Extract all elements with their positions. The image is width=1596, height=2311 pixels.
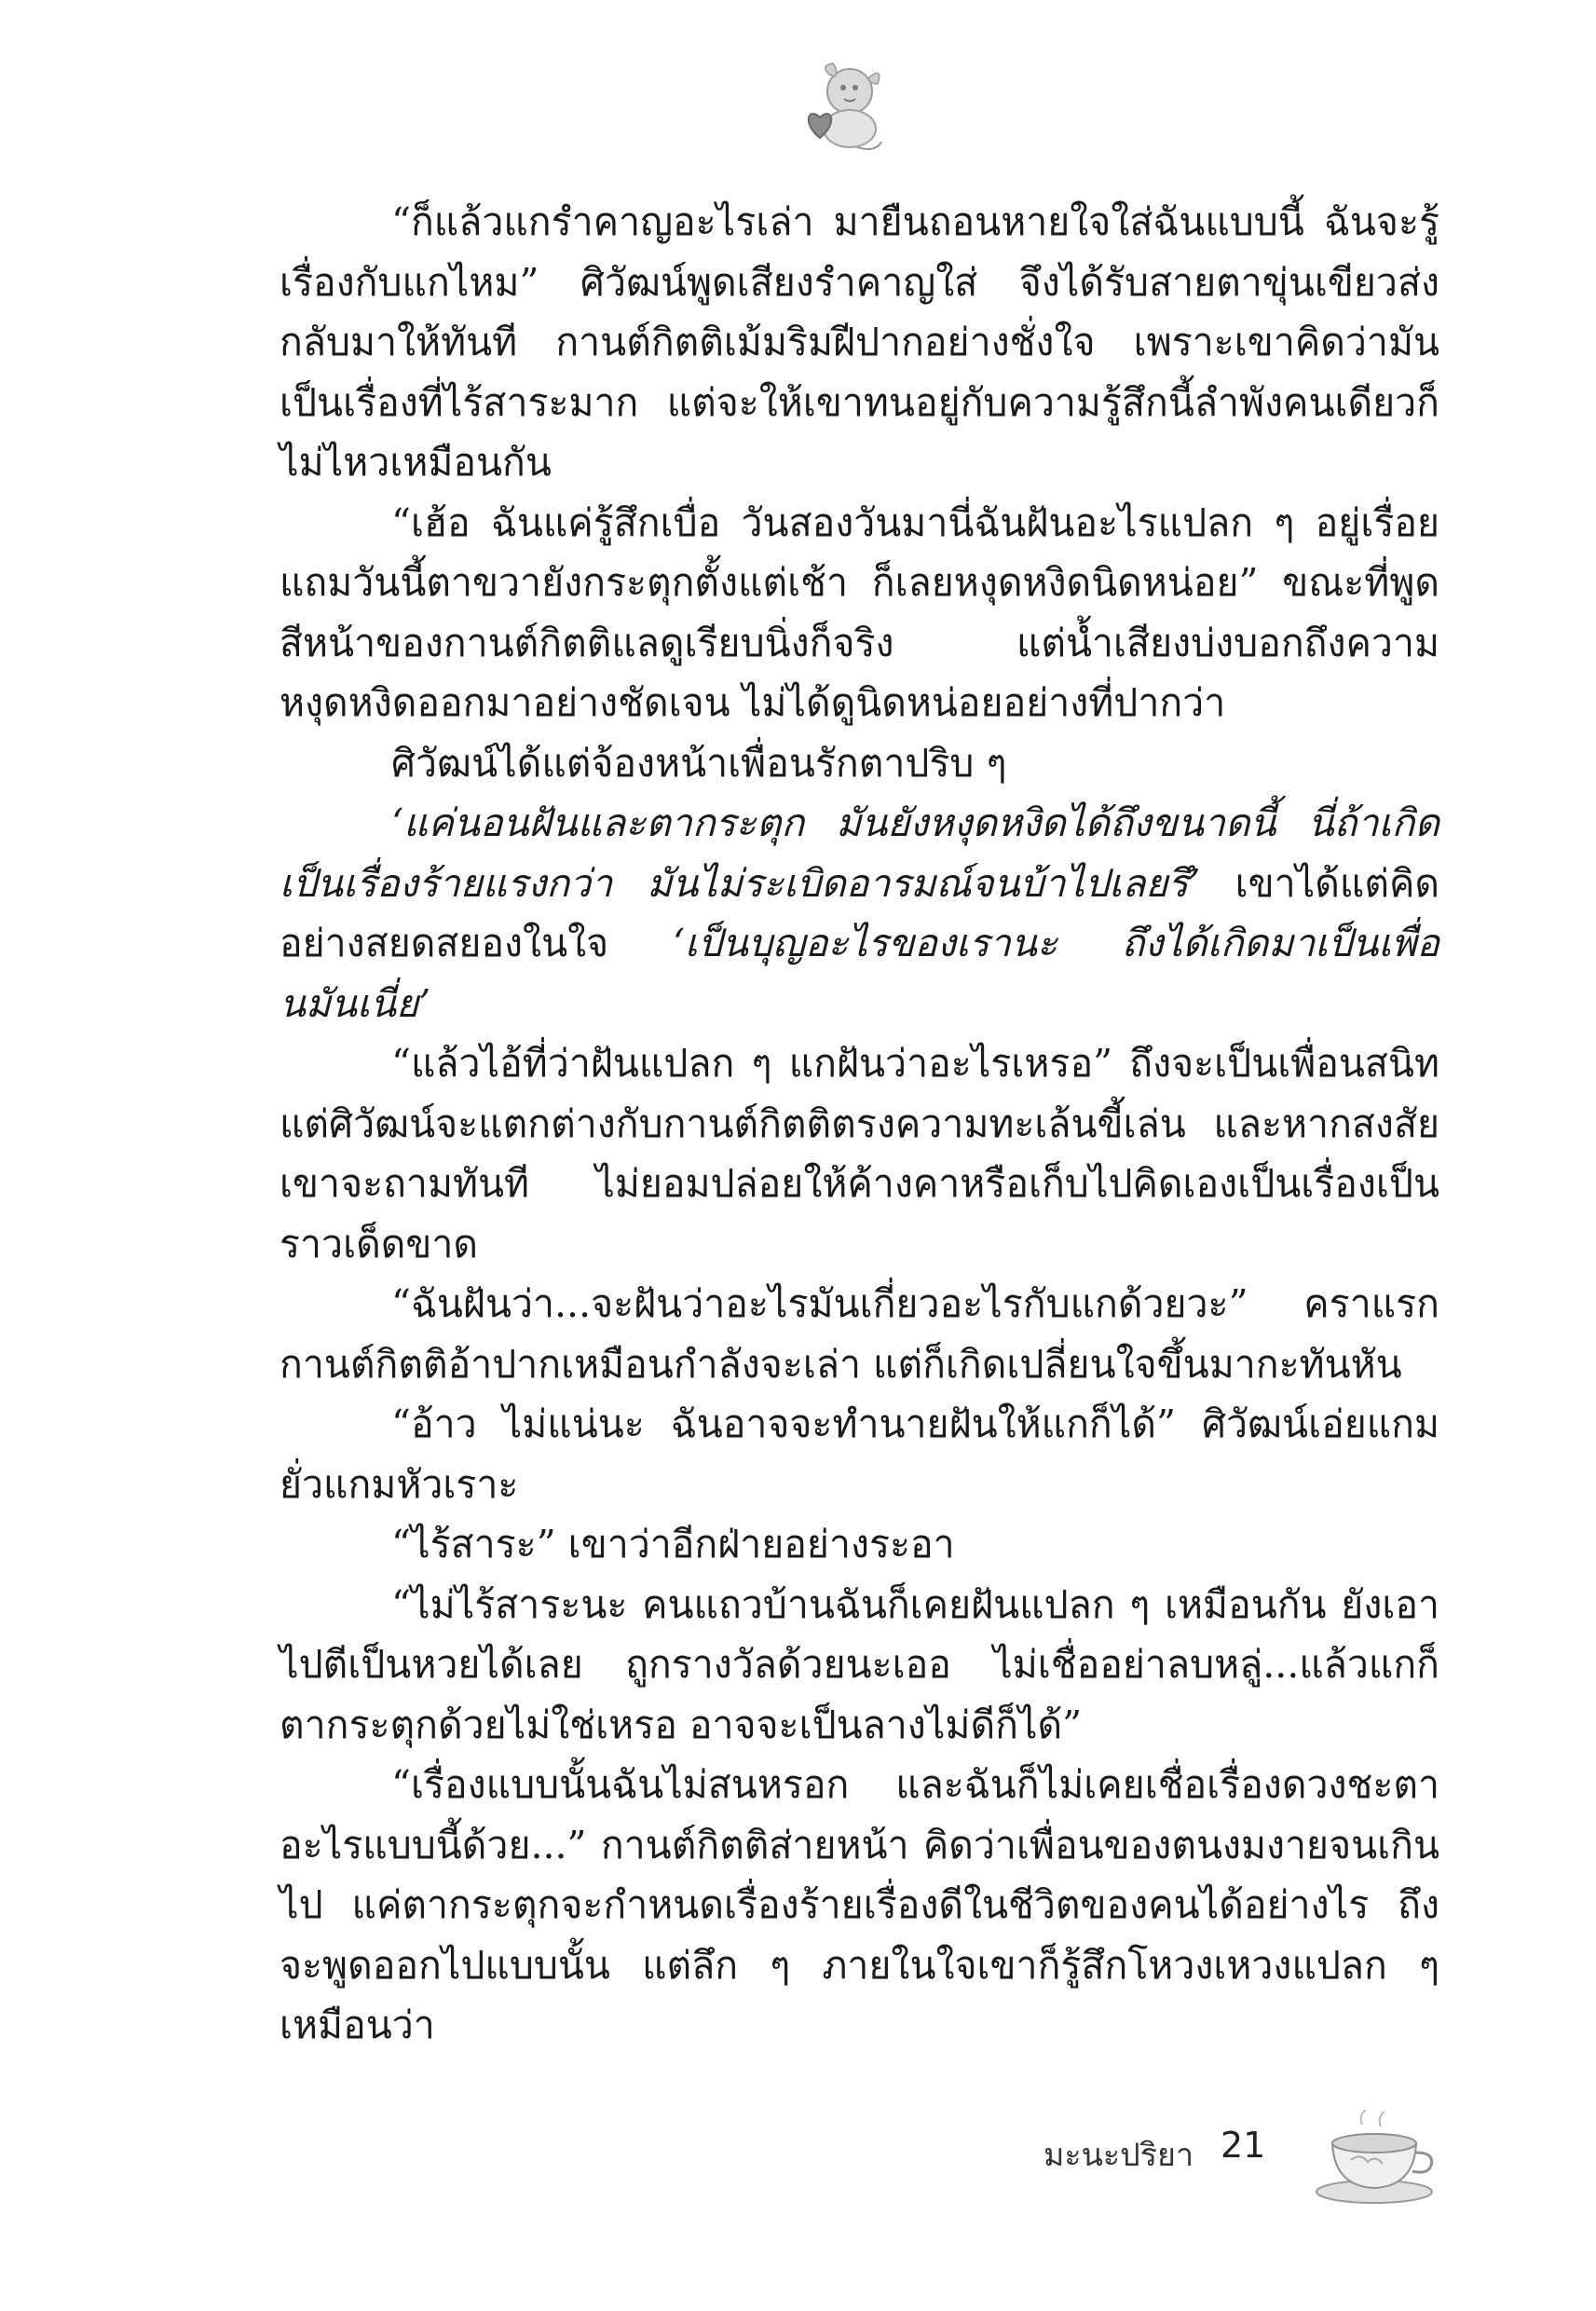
paragraph: “ไร้สาระ” เขาว่าอีกฝ่ายอย่างระอา [391, 1522, 955, 1566]
paragraph: “ก็แล้วแกรำคาญอะไรเล่า มายืนถอนหายใจใส่ฉันแบบนี้ ฉันจะรู้เรื่องกับแกไหม” ศิวัฒน์พูดเสียงรำคาญใส่ จึงได้รับสายตาขุ่นเขียวส่งกลับมาให้ทันที กานต์กิตติเม้มริมฝีปากอย่างชั่งใจ เพราะเขาคิดว่ามันเป็นเรื่องที่ไร้สาระมาก แต่จะให้เขาทนอยู่กับความรู้สึกนี้ลำพังคนเดียวก็ไม่ไหวเหมือนกัน [280, 199, 1439, 485]
narration-text: เขาได้แต่คิดอย่างสยดสยองในใจ [280, 860, 1440, 965]
paragraph: ศิวัฒน์ได้แต่จ้องหน้าเพื่อนรักตาปริบ ๆ [391, 740, 1007, 786]
inner-thought-text: ‘แค่นอนฝันและตากระตุก มันยังหงุดหงิดได้ถึงขนาดนี้ นี่ถ้าเกิดเป็นเรื่องร้ายแรงกว่า มันไม่ระเบิดอารมณ์จนบ้าไปเลยรึ’ [280, 800, 1439, 906]
book-title: มะนะปริยา [1044, 2137, 1194, 2174]
page-number: 21 [1221, 2125, 1266, 2166]
paragraph: “เรื่องแบบนั้นฉันไม่สนหรอก และฉันก็ไม่เคยเชื่อเรื่องดวงชะตาอะไรแบบนี้ด้วย...” กานต์กิตติส่ายหน้า คิดว่าเพื่อนของตนงมงายจนเกินไป แค่ตากระตุกจะกำหนดเรื่องร้ายเรื่องดีในชีวิตของคนได้อย่างไร ถึงจะพูดออกไปแบบนั้น แต่ลึก ๆ ภายในใจเขาก็รู้สึกโหวงเหวงแปลก ๆ เหมือนว่า [280, 1762, 1439, 2047]
paragraph: “ไม่ไร้สาระนะ คนแถวบ้านฉันก็เคยฝันแปลก ๆ เหมือนกัน ยังเอาไปตีเป็นหวยได้เลย ถูกรางวัลด้วยนะเออ ไม่เชื่ออย่าลบหลู่...แล้วแกก็ตากระตุกด้วยไม่ใช่เหรอ อาจจะเป็นลางไม่ดีก็ได้” [280, 1581, 1439, 1747]
paragraph: “ฉันฝันว่า...จะฝันว่าอะไรมันเกี่ยวอะไรกับแกด้วยวะ” คราแรกกานต์กิตติอ้าปากเหมือนกำลังจะเล่า แต่ก็เกิดเปลี่ยนใจขึ้นมากะทันหัน [280, 1281, 1439, 1387]
story-text [280, 192, 1439, 2056]
cherub-with-heart-icon [792, 56, 894, 158]
paragraph: “แล้วไอ้ที่ว่าฝันแปลก ๆ แกฝันว่าอะไรเหรอ” ถึงจะเป็นเพื่อนสนิทแต่ศิวัฒน์จะแตกต่างกับกานต์กิตติตรงความทะเล้นขี้เล่น และหากสงสัยเขาจะถามทันที ไม่ยอมปล่อยให้ค้างคาหรือเก็บไปคิดเองเป็นเรื่องเป็นราวเด็ดขาด [280, 1041, 1439, 1266]
paragraph: “เฮ้อ ฉันแค่รู้สึกเบื่อ วันสองวันมานี่ฉันฝันอะไรแปลก ๆ อยู่เรื่อย แถมวันนี้ตาขวายังกระตุกตั้งแต่เช้า ก็เลยหงุดหงิดนิดหน่อย” ขณะที่พูดสีหน้าของกานต์กิตติแลดูเรียบนิ่งก็จริง แต่น้ำเสียงบ่งบอกถึงความหงุดหงิดออกมาอย่างชัดเจน ไม่ได้ดูนิดหน่อยอย่างที่ปากว่า [280, 499, 1439, 725]
teacup-icon [1304, 2106, 1444, 2208]
inner-thought-text: ‘เป็นบุญอะไรของเรานะ ถึงได้เกิดมาเป็นเพื่อนมันเนี่ย’ [280, 921, 1439, 1026]
paragraph: “อ้าว ไม่แน่นะ ฉันอาจจะทำนายฝันให้แกก็ได้” ศิวัฒน์เอ่ยแกมยั่วแกมหัวเราะ [280, 1402, 1439, 1507]
paragraph [280, 793, 1439, 1033]
page-footer [1044, 2106, 1463, 2208]
